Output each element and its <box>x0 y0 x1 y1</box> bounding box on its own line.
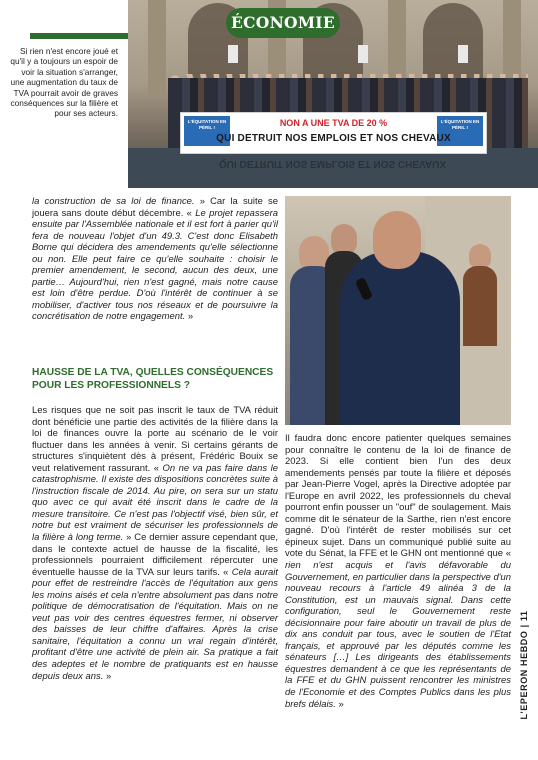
text-run: Le projet repassera ensuite par l'Assemblée nationale et il est fort à parier qu'il fera de nouveau l'objet d'un 49.3. C'est donc Elisabeth Borne qui décidera des amendements qu'elle sélectionne ou non. Elle peut faire ce qu'elle souhaite : choisir le premier amendement, le second, aucun des deux, une partie… Aujourd'hui, rien n'est gagné, mais notre cause est loin d'être perdue. D'où l'intérêt de continuer à se mobiliser, d'activer tous nos réseaux et de poursuivre la concrétisation de notre engagement. <box>32 207 278 323</box>
text-run: la construction de sa loi de finance. <box>32 196 200 207</box>
article-right <box>285 433 511 710</box>
text-run: rien n'est acquis et l'avis défavorable du Gouvernement, en particulier dans la perspective d'un nouveau recours à l'article 49 alinéa 3 de la Constitution, est un mauvais signal. Dans cette configuration, seul le Gouvernement reste décisionnaire pour faire aboutir un travail de plus de dix ans conduit par tous, avec le soutien de l'Etat français, et approuvé par les députés comme les sénateurs […] Les dirigeants des établissements équestres demandent à ce que les représentants de la FFE et du GHN puissent rencontrer les ministres de l'Economie et des Comptes Publics dans les plus brefs délais. <box>285 560 511 710</box>
text-run: » Car la suite se jouera sans doute début décembre. « <box>32 196 278 219</box>
banner-side-right: L'ÉQUITATION EN PÉRIL ! <box>437 116 483 146</box>
section-tag: ÉCONOMIE <box>226 8 340 38</box>
article-left-top <box>32 196 278 323</box>
page-label-text: L'EPERON HEBDO | 11 <box>519 610 529 720</box>
protest-banner <box>180 112 487 154</box>
banner-line-1: NON A UNE TVA DE 20 % <box>279 118 388 128</box>
banner-side-left: L'ÉQUITATION EN PÉRIL ! <box>184 116 230 146</box>
photo-caption: Si rien n'est encore joué et qu'il y a toujours un espoir de voir la situation s'arranger, une augmentation du taux de TVA pourrait avoir de graves conséquences sur la filière et pour ses acteurs. <box>10 46 118 119</box>
text-run: Il faudra donc encore patienter quelques semaines pour connaître le contenu de la loi de finance de 2023. Si elle contient bien l'un des deux amendements pensés par toute la filière et déposés par Jean-Pierre Vogel, après la Directive adoptée par l'Europe en avril 2022, les professionnels du cheval pourront enfin pousser un "ouf" de soulagement. Mais comme dit le sénateur de la Sarthe, rien n'est encore gagné. D'où l'intérêt de rester mobilisés sur cet épineux sujet. Dans un communiqué publié suite au vote du Sénat, la FFE et le GHN ont mentionné que « <box>285 433 511 560</box>
banner-line-2: QUI DETRUIT NOS EMPLOIS ET NOS CHEVAUX <box>216 133 451 144</box>
caption-accent-bar <box>30 33 128 39</box>
sidebar-caption-area <box>0 0 128 188</box>
text-run: Cela aurait pour effet de restreindre l'accès de l'équitation aux gens les moins aisés et cela n'entre absolument pas dans notre politique de démocratisation de l'équitation. Mais on ne veut pas voir des centres équestres fermer, ni observer des baisses de leur chiffre d'affaires. Après la crise sanitaire, l'équitation a connu un vrai regain d'intérêt, profitant d'être une activité de plein air. Sa pratique a fait des adeptes et le nombre de pratiquants est en hausse depuis deux ans. <box>32 566 279 682</box>
article-left-bottom <box>32 405 278 682</box>
text-run: » Ce dernier assure cependant que, dans le contexte actuel de hausse de la fiscalité, les professionnels pourraient difficilement répercuter une éventuelle hausse de la TVA sur leurs tarifs. « <box>32 532 278 578</box>
banner-reflection: QUI DETRUIT NOS EMPLOIS ET NOS CHEVAUX <box>218 158 447 169</box>
text-run: » <box>185 311 194 323</box>
text-run: On ne va pas faire dans le catastrophisme. Il existe des dispositions concrètes suite à l'instruction fiscale de 2014. Au pire, on sera sur un statu quo avec ce qui avait été inscrit dans le cadre de la mesure transitoire. Ce n'est pas l'objectif visé, bien sûr, et notre but est vraiment de sécuriser les professionnels de la filière à long terme. <box>32 462 278 544</box>
section-heading: HAUSSE DE LA TVA, QUELLES CONSÉQUENCES POUR LES PROFESSIONNELS ? <box>32 367 274 391</box>
protest-photo <box>128 0 538 188</box>
speaker-photo <box>285 196 511 425</box>
page-label <box>514 595 534 735</box>
text-run: » <box>103 670 112 682</box>
text-run: » <box>335 698 344 710</box>
text-run: Les risques que ne soit pas inscrit le taux de TVA réduit dont bénéficie une partie des activités de la filière dans la loi de finances ouvre la porte au scénario de le voir fluctuer dans les années à venir. Si certains gérants de structures s'inquiètent dès à présent, Frédéric Bouix se veut relativement rassurant. « <box>32 405 278 474</box>
